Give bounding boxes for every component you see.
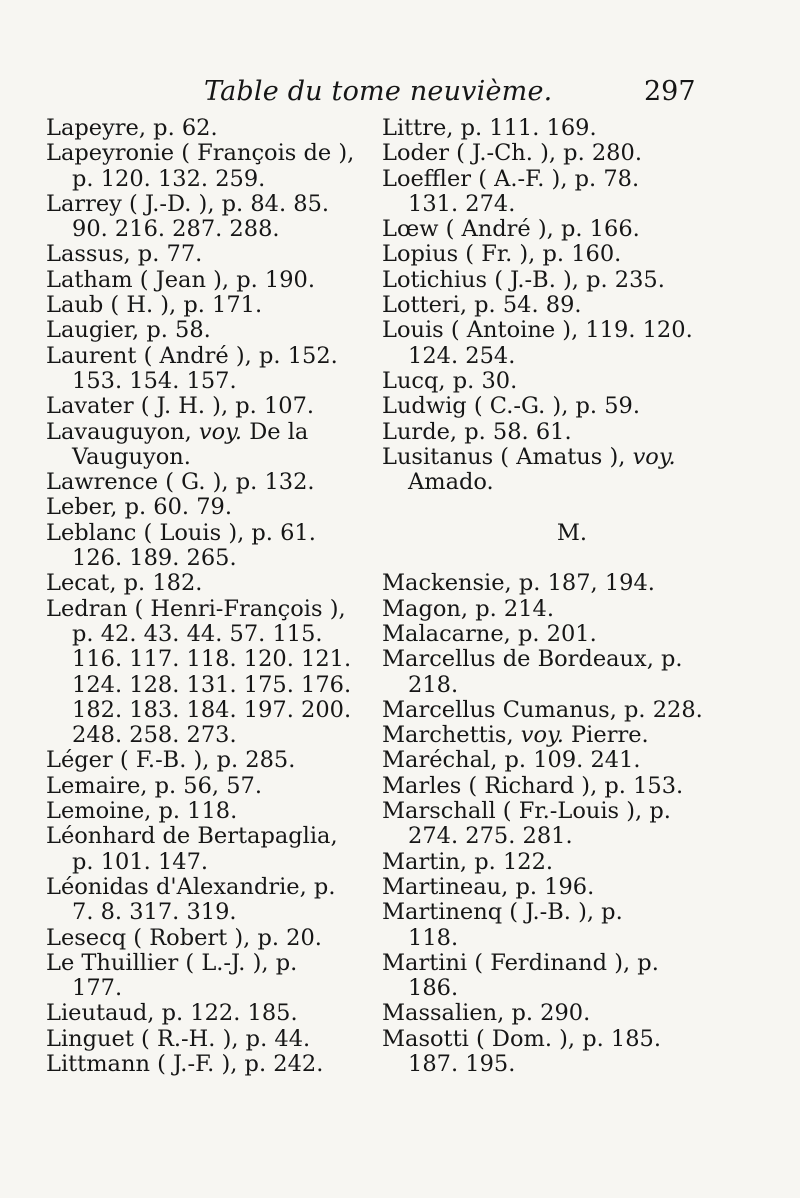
index-entry-continuation: 118. bbox=[408, 924, 459, 951]
index-entry-continuation: 153. 154. 157. bbox=[72, 367, 237, 394]
index-entry: Martineau, p. 196. bbox=[382, 873, 595, 900]
index-entry-continuation: 124. 254. bbox=[408, 342, 516, 369]
blank-line bbox=[382, 546, 762, 571]
index-entry: Lusitanus ( Amatus ), voy. bbox=[382, 443, 676, 470]
index-entry-continuation: 131. 274. bbox=[408, 190, 516, 217]
index-entry: Lawrence ( G. ), p. 132. bbox=[46, 469, 315, 496]
page-title: Table du tome neuvième. bbox=[204, 76, 553, 107]
index-entry: Lemoine, p. 118. bbox=[46, 798, 238, 825]
index-entry: Mackensie, p. 187, 194. bbox=[382, 570, 655, 597]
index-entry: Lotichius ( J.-B. ), p. 235. bbox=[382, 266, 665, 293]
index-entry: Laub ( H. ), p. 171. bbox=[46, 292, 263, 319]
index-entry-continuation: 90. 216. 287. 288. bbox=[72, 216, 280, 243]
index-entry: Lieutaud, p. 122. 185. bbox=[46, 1000, 298, 1027]
index-entry-continuation: 116. 117. 118. 120. 121. bbox=[72, 646, 352, 673]
index-entry-continuation: 7. 8. 317. 319. bbox=[72, 899, 237, 926]
index-entry: Martin, p. 122. bbox=[382, 848, 554, 875]
index-entry: Ludwig ( C.-G. ), p. 59. bbox=[382, 393, 640, 420]
index-entry: Larrey ( J.-D. ), p. 84. 85. bbox=[46, 190, 330, 217]
right-column bbox=[382, 116, 762, 1077]
index-entry: Lapeyronie ( François de ), bbox=[46, 140, 355, 167]
index-entry-continuation: 124. 128. 131. 175. 176. bbox=[72, 671, 352, 698]
voy-marker: voy. bbox=[632, 443, 676, 470]
index-entry: Leber, p. 60. 79. bbox=[46, 494, 232, 521]
index-entry: Martinenq ( J.-B. ), p. bbox=[382, 899, 623, 926]
index-entry: Lœw ( André ), p. 166. bbox=[382, 216, 640, 243]
index-entry: Lucq, p. 30. bbox=[382, 367, 518, 394]
index-entry: Lurde, p. 58. 61. bbox=[382, 418, 572, 445]
blank-line bbox=[382, 495, 762, 520]
index-entry: Lemaire, p. 56, 57. bbox=[46, 772, 263, 799]
index-entry: Marles ( Richard ), p. 153. bbox=[382, 772, 684, 799]
index-entry-continuation: 248. 258. 273. bbox=[72, 722, 237, 749]
index-entry: Léonidas d'Alexandrie, p. bbox=[46, 873, 336, 900]
page-header bbox=[0, 72, 800, 116]
index-entry: Loeffler ( A.-F. ), p. 78. bbox=[382, 165, 640, 192]
index-entry-continuation: 182. 183. 184. 197. 200. bbox=[72, 696, 352, 723]
index-entry: Martini ( Ferdinand ), p. bbox=[382, 949, 659, 976]
index-entry: Magon, p. 214. bbox=[382, 595, 555, 622]
index-entry: Louis ( Antoine ), 119. 120. bbox=[382, 317, 693, 344]
index-entry: Marcellus de Bordeaux, p. bbox=[382, 646, 683, 673]
page-number: 297 bbox=[644, 76, 696, 107]
index-entry: Léonhard de Bertapaglia, bbox=[46, 823, 338, 850]
index-entry: Ledran ( Henri-François ), bbox=[46, 595, 346, 622]
index-entry-continuation: 274. 275. 281. bbox=[408, 823, 573, 850]
index-entry: Lotteri, p. 54. 89. bbox=[382, 292, 582, 319]
index-entry: Lesecq ( Robert ), p. 20. bbox=[46, 924, 322, 951]
index-entry: Lavater ( J. H. ), p. 107. bbox=[46, 393, 315, 420]
index-entry-continuation: 187. 195. bbox=[408, 1050, 516, 1077]
index-entry-continuation: 126. 189. 265. bbox=[72, 545, 237, 572]
section-letter: M. bbox=[556, 519, 588, 546]
index-entry: Loder ( J.-Ch. ), p. 280. bbox=[382, 140, 642, 167]
index-entry: Leblanc ( Louis ), p. 61. bbox=[46, 519, 316, 546]
index-entry: Lopius ( Fr. ), p. 160. bbox=[382, 241, 622, 268]
index-entry: Lecat, p. 182. bbox=[46, 570, 203, 597]
index-entry: Lapeyre, p. 62. bbox=[46, 115, 218, 141]
index-entry: Marschall ( Fr.-Louis ), p. bbox=[382, 798, 671, 825]
index-entry: Laurent ( André ), p. 152. bbox=[46, 342, 338, 369]
index-entry: Malacarne, p. 201. bbox=[382, 620, 597, 647]
index-entry: Latham ( Jean ), p. 190. bbox=[46, 266, 316, 293]
index-entry-continuation: p. 101. 147. bbox=[72, 848, 209, 875]
index-entry: Littre, p. 111. 169. bbox=[382, 115, 597, 141]
index-entry: Laugier, p. 58. bbox=[46, 317, 211, 344]
index-entry-continuation: 186. bbox=[408, 975, 459, 1002]
index-entry: Marcellus Cumanus, p. 228. bbox=[382, 696, 703, 723]
index-entry: Le Thuillier ( L.-J. ), p. bbox=[46, 949, 298, 976]
index-entry: Massalien, p. 290. bbox=[382, 1000, 591, 1027]
index-entry-continuation: Vauguyon. bbox=[72, 443, 191, 470]
index-entry: Lassus, p. 77. bbox=[46, 241, 203, 268]
index-entry: Maréchal, p. 109. 241. bbox=[382, 747, 641, 774]
index-entry: Linguet ( R.-H. ), p. 44. bbox=[46, 1025, 311, 1052]
voy-marker: voy. bbox=[198, 418, 243, 445]
left-column bbox=[46, 116, 376, 1077]
index-entry-continuation: 177. bbox=[72, 975, 123, 1002]
voy-marker: voy. bbox=[520, 722, 564, 749]
index-entry: Littmann ( J.-F. ), p. 242. bbox=[46, 1050, 324, 1077]
index-entry: Masotti ( Dom. ), p. 185. bbox=[382, 1025, 662, 1052]
index-entry-continuation: p. 120. 132. 259. bbox=[72, 165, 266, 192]
index-entry: Lavauguyon, voy. De la bbox=[46, 418, 309, 445]
index-entry-continuation: p. 42. 43. 44. 57. 115. bbox=[72, 620, 323, 647]
index-entry-continuation: 218. bbox=[408, 671, 459, 698]
index-entry-continuation: Amado. bbox=[408, 469, 494, 496]
index-entry: Marchettis, voy. Pierre. bbox=[382, 722, 649, 749]
index-entry: Léger ( F.-B. ), p. 285. bbox=[46, 747, 296, 774]
